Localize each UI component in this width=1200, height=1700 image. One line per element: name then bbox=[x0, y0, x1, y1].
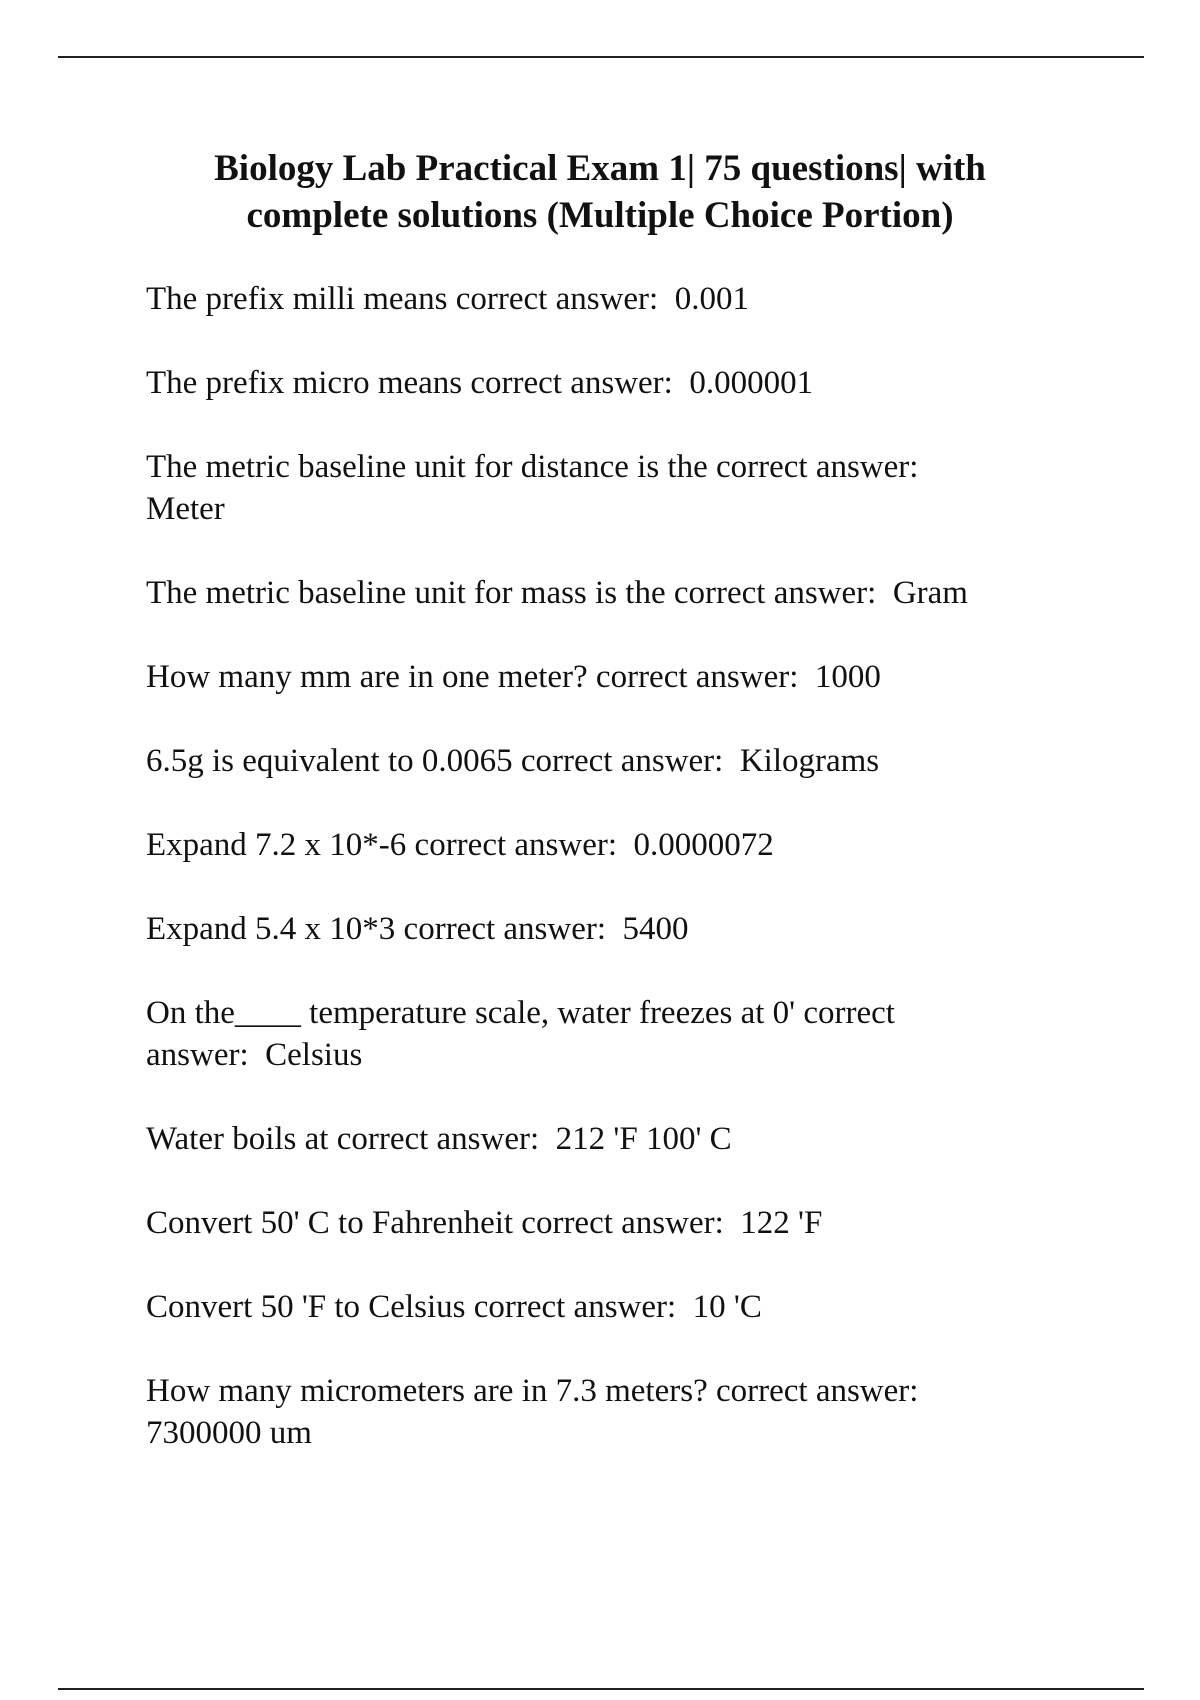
question-item: The metric baseline unit for distance is the correct answer: Meter bbox=[146, 449, 919, 527]
document-title bbox=[60, 145, 1140, 239]
question-item: The metric baseline unit for mass is the correct answer: Gram bbox=[146, 575, 968, 611]
title-line-2: complete solutions (Multiple Choice Portion) bbox=[246, 195, 954, 236]
question-item: Expand 7.2 x 10*-6 correct answer: 0.0000072 bbox=[146, 827, 774, 863]
bottom-rule bbox=[58, 1688, 1144, 1690]
question-item: How many micrometers are in 7.3 meters? correct answer: 7300000 um bbox=[146, 1373, 919, 1451]
top-rule bbox=[58, 56, 1144, 58]
title-line-1: Biology Lab Practical Exam 1| 75 questions| with bbox=[214, 148, 986, 189]
question-item: On the____ temperature scale, water freezes at 0' correct answer: Celsius bbox=[146, 995, 895, 1073]
question-list bbox=[146, 278, 1086, 1496]
question-item: Convert 50 'F to Celsius correct answer: 10 'C bbox=[146, 1289, 762, 1325]
question-item: The prefix milli means correct answer: 0.001 bbox=[146, 281, 749, 317]
question-item: Water boils at correct answer: 212 'F 100' C bbox=[146, 1121, 732, 1157]
question-item: How many mm are in one meter? correct answer: 1000 bbox=[146, 659, 881, 695]
question-item: Convert 50' C to Fahrenheit correct answer: 122 'F bbox=[146, 1205, 823, 1241]
question-item: The prefix micro means correct answer: 0.000001 bbox=[146, 365, 814, 401]
question-item: Expand 5.4 x 10*3 correct answer: 5400 bbox=[146, 911, 689, 947]
question-item: 6.5g is equivalent to 0.0065 correct answer: Kilograms bbox=[146, 743, 880, 779]
